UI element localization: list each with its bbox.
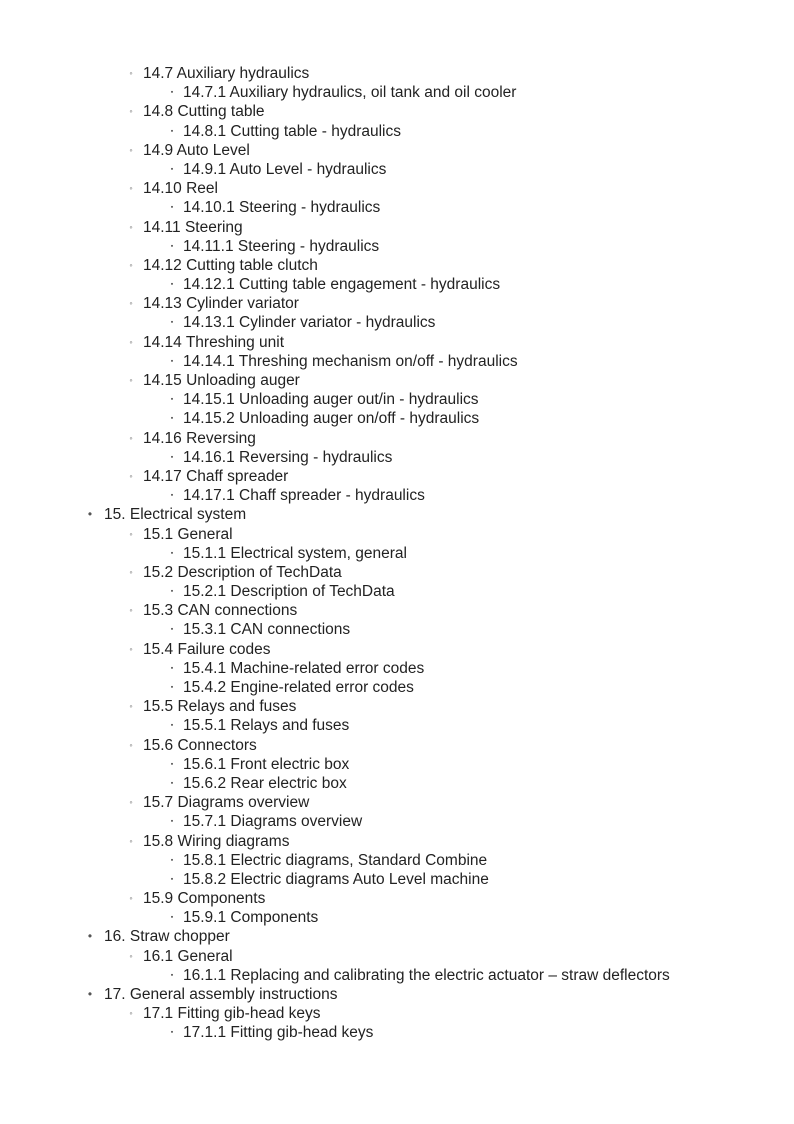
toc-entry-label: 15.2 Description of TechData xyxy=(143,563,342,581)
bullet-icon: ▪ xyxy=(170,684,174,691)
bullet-icon: ▪ xyxy=(170,760,174,768)
bullet-icon: ▪ xyxy=(170,242,174,250)
bullet-icon: ◦ xyxy=(129,144,133,155)
bullet-icon: ◦ xyxy=(129,893,133,904)
toc-entry-level-2[interactable] xyxy=(0,697,794,716)
toc-entry-label: 14.11 Steering xyxy=(143,218,243,236)
bullet-icon: ◦ xyxy=(129,739,133,750)
bullet-icon: ◦ xyxy=(129,797,133,808)
toc-entry-label: 16.1.1 Replacing and calibrating the electric actuator – straw deflectors xyxy=(183,966,670,984)
toc-entry-label: 14.16.1 Reversing - hydraulics xyxy=(183,448,393,466)
bullet-icon: ◦ xyxy=(129,1008,133,1019)
toc-entry-level-2[interactable] xyxy=(0,218,794,237)
toc-entry-level-3[interactable] xyxy=(0,812,794,831)
toc-entry-level-2[interactable] xyxy=(0,525,794,544)
bullet-icon: ◦ xyxy=(129,375,133,385)
bullet-icon: ▪ xyxy=(170,875,174,883)
toc-entry-label: 15.4 Failure codes xyxy=(143,640,271,658)
toc-entry-label: 14.14 Threshing unit xyxy=(143,333,285,351)
toc-entry-level-3[interactable] xyxy=(0,352,794,371)
bullet-icon: ▪ xyxy=(170,779,174,787)
toc-entry-label: 15.7 Diagrams overview xyxy=(143,794,310,812)
bullet-icon: ▪ xyxy=(170,856,174,864)
toc-entry-level-3[interactable] xyxy=(0,198,794,217)
toc-entry-label: 14.12.1 Cutting table engagement - hydraulics xyxy=(183,276,501,294)
bullet-icon: • xyxy=(87,929,93,944)
toc-entry-level-3[interactable] xyxy=(0,409,794,428)
bullet-icon: ▪ xyxy=(170,492,174,500)
toc-entry-level-2[interactable] xyxy=(0,64,794,83)
toc-entry-level-2[interactable] xyxy=(0,179,794,198)
toc-entry-label: 14.17.1 Chaff spreader - hydraulics xyxy=(183,487,425,505)
toc-entry-label: 14.17 Chaff spreader xyxy=(143,467,289,485)
bullet-icon: • xyxy=(87,507,93,522)
bullet-icon: ◦ xyxy=(129,566,133,577)
table-of-contents xyxy=(0,64,794,1043)
bullet-icon: ▪ xyxy=(170,357,174,365)
toc-entry-label: 14.15 Unloading auger xyxy=(143,372,300,389)
toc-entry-level-3[interactable] xyxy=(0,755,794,774)
bullet-icon: ◦ xyxy=(129,106,133,117)
toc-entry-level-3[interactable] xyxy=(0,870,794,889)
bullet-icon: ◦ xyxy=(129,221,133,232)
toc-entry-label: 15.7.1 Diagrams overview xyxy=(183,813,363,831)
bullet-icon: ◦ xyxy=(129,950,133,961)
bullet-icon: ◦ xyxy=(129,701,133,712)
toc-entry-level-2[interactable] xyxy=(0,256,794,275)
bullet-icon: ◦ xyxy=(129,68,133,78)
bullet-icon: ◦ xyxy=(129,528,133,539)
bullet-icon: ▪ xyxy=(170,549,174,557)
toc-entry-label: 14.13 Cylinder variator xyxy=(143,295,299,313)
bullet-icon: ◦ xyxy=(129,259,133,270)
toc-entry-level-3[interactable] xyxy=(0,160,794,179)
toc-entry-label: 15. Electrical system xyxy=(104,506,247,524)
toc-entry-level-3[interactable] xyxy=(0,122,794,141)
toc-entry-label: 15.9 Components xyxy=(143,890,266,908)
bullet-icon: ▪ xyxy=(170,165,174,173)
toc-entry-label: 15.1.1 Electrical system, general xyxy=(183,544,407,562)
toc-entry-label: 14.11.1 Steering - hydraulics xyxy=(183,237,380,255)
toc-entry-level-3[interactable] xyxy=(0,678,794,697)
toc-entry-level-2[interactable] xyxy=(0,832,794,851)
toc-entry-level-3[interactable] xyxy=(0,237,794,256)
bullet-icon: ▪ xyxy=(170,396,174,404)
toc-entry-label: 15.6.1 Front electric box xyxy=(183,755,350,773)
toc-entry-label: 16. Straw chopper xyxy=(104,928,230,946)
toc-entry-level-2[interactable] xyxy=(0,736,794,755)
toc-entry-label: 14.14.1 Threshing mechanism on/off - hydraulics xyxy=(183,352,518,370)
toc-entry-label: 14.9.1 Auto Level - hydraulics xyxy=(183,160,387,178)
toc-entry-level-2[interactable] xyxy=(0,640,794,659)
bullet-icon: ▪ xyxy=(170,89,174,97)
toc-entry-level-3[interactable] xyxy=(0,659,794,678)
bullet-icon: ◦ xyxy=(129,298,133,309)
bullet-icon: ▪ xyxy=(170,127,174,135)
toc-entry-level-3[interactable] xyxy=(0,908,794,927)
bullet-icon: ▪ xyxy=(170,722,174,730)
toc-entry-label: 15.4.2 Engine-related error codes xyxy=(183,679,414,696)
toc-entry-label: 15.3 CAN connections xyxy=(143,602,298,620)
toc-entry-level-1[interactable] xyxy=(0,505,794,524)
toc-entry-level-3[interactable] xyxy=(0,486,794,505)
bullet-icon: ▪ xyxy=(170,1029,174,1037)
toc-entry-label: 15.8.2 Electric diagrams Auto Level machine xyxy=(183,870,489,888)
bullet-icon: ▪ xyxy=(170,453,174,461)
bullet-icon: ◦ xyxy=(129,183,133,194)
toc-entry-label: 14.10 Reel xyxy=(143,180,218,198)
toc-entry-label: 15.4.1 Machine-related error codes xyxy=(183,659,425,677)
bullet-icon: ▪ xyxy=(170,204,174,212)
bullet-icon: ◦ xyxy=(129,336,133,347)
toc-entry-level-3[interactable] xyxy=(0,1023,794,1042)
bullet-icon: ▪ xyxy=(170,415,174,423)
toc-entry-level-2[interactable] xyxy=(0,467,794,486)
toc-entry-label: 16.1 General xyxy=(143,947,233,965)
toc-entry-level-1[interactable] xyxy=(0,927,794,946)
toc-entry-level-2[interactable] xyxy=(0,294,794,313)
toc-entry-label: 15.5 Relays and fuses xyxy=(143,698,297,716)
toc-entry-label: 14.8.1 Cutting table - hydraulics xyxy=(183,122,401,140)
toc-entry-label: 14.16 Reversing xyxy=(143,429,256,447)
toc-entry-level-3[interactable] xyxy=(0,544,794,563)
toc-entry-label: 14.15.1 Unloading auger out/in - hydraulics xyxy=(183,391,479,409)
bullet-icon: ◦ xyxy=(129,605,133,616)
bullet-icon: ▪ xyxy=(170,588,174,596)
toc-entry-label: 14.12 Cutting table clutch xyxy=(143,256,318,274)
bullet-icon: ▪ xyxy=(170,818,174,826)
toc-entry-label: 14.13.1 Cylinder variator - hydraulics xyxy=(183,314,436,332)
bullet-icon: ◦ xyxy=(129,835,133,846)
toc-entry-label: 15.5.1 Relays and fuses xyxy=(183,717,350,735)
toc-entry-level-2[interactable] xyxy=(0,1004,794,1023)
toc-entry-level-3[interactable] xyxy=(0,620,794,639)
toc-entry-label: 14.10.1 Steering - hydraulics xyxy=(183,199,381,217)
toc-entry-level-2[interactable] xyxy=(0,601,794,620)
toc-entry-level-2[interactable] xyxy=(0,793,794,812)
bullet-icon: ▪ xyxy=(170,319,174,327)
toc-entry-label: 14.7.1 Auxiliary hydraulics, oil tank and oil cooler xyxy=(183,84,517,102)
toc-entry-level-2[interactable] xyxy=(0,429,794,448)
toc-entry-level-3[interactable] xyxy=(0,448,794,467)
toc-entry-level-2[interactable] xyxy=(0,102,794,121)
toc-entry-label: 15.6.2 Rear electric box xyxy=(183,774,347,792)
toc-entry-level-2[interactable] xyxy=(0,889,794,908)
toc-entry-level-3[interactable] xyxy=(0,313,794,332)
toc-entry-level-2[interactable] xyxy=(0,141,794,160)
toc-entry-label: 14.8 Cutting table xyxy=(143,103,265,121)
toc-entry-level-3[interactable] xyxy=(0,774,794,793)
bullet-icon: ▪ xyxy=(170,971,174,979)
toc-entry-label: 14.9 Auto Level xyxy=(143,141,250,159)
toc-entry-label: 17.1 Fitting gib-head keys xyxy=(143,1005,321,1023)
bullet-icon: ▪ xyxy=(170,914,174,922)
bullet-icon: ▪ xyxy=(170,626,174,634)
bullet-icon: • xyxy=(87,987,93,1001)
toc-entry-level-3[interactable] xyxy=(0,582,794,601)
toc-entry-level-3[interactable] xyxy=(0,275,794,294)
toc-entry-label: 15.9.1 Components xyxy=(183,909,319,927)
bullet-icon: ◦ xyxy=(129,643,133,654)
toc-entry-level-1[interactable] xyxy=(0,985,794,1004)
toc-entry-level-3[interactable] xyxy=(0,716,794,735)
toc-entry-level-2[interactable] xyxy=(0,333,794,352)
toc-entry-level-3[interactable] xyxy=(0,966,794,985)
toc-entry-label: 15.8 Wiring diagrams xyxy=(143,832,290,850)
toc-entry-label: 15.3.1 CAN connections xyxy=(183,621,351,639)
toc-entry-label: 14.15.2 Unloading auger on/off - hydraulics xyxy=(183,410,480,428)
toc-entry-label: 17. General assembly instructions xyxy=(104,986,338,1003)
bullet-icon: ◦ xyxy=(129,432,133,443)
toc-entry-label: 14.7 Auxiliary hydraulics xyxy=(143,65,310,82)
toc-entry-label: 15.8.1 Electric diagrams, Standard Combine xyxy=(183,851,488,869)
toc-entry-level-3[interactable] xyxy=(0,390,794,409)
toc-entry-level-3[interactable] xyxy=(0,83,794,102)
toc-entry-label: 15.1 General xyxy=(143,525,233,543)
toc-entry-level-3[interactable] xyxy=(0,851,794,870)
toc-entry-label: 17.1.1 Fitting gib-head keys xyxy=(183,1024,374,1042)
toc-entry-level-2[interactable] xyxy=(0,371,794,390)
bullet-icon: ▪ xyxy=(170,281,174,289)
toc-entry-label: 15.6 Connectors xyxy=(143,736,257,754)
bullet-icon: ▪ xyxy=(170,664,174,672)
toc-entry-level-2[interactable] xyxy=(0,947,794,966)
bullet-icon: ◦ xyxy=(129,470,133,481)
toc-entry-level-2[interactable] xyxy=(0,563,794,582)
toc-entry-label: 15.2.1 Description of TechData xyxy=(183,583,395,601)
